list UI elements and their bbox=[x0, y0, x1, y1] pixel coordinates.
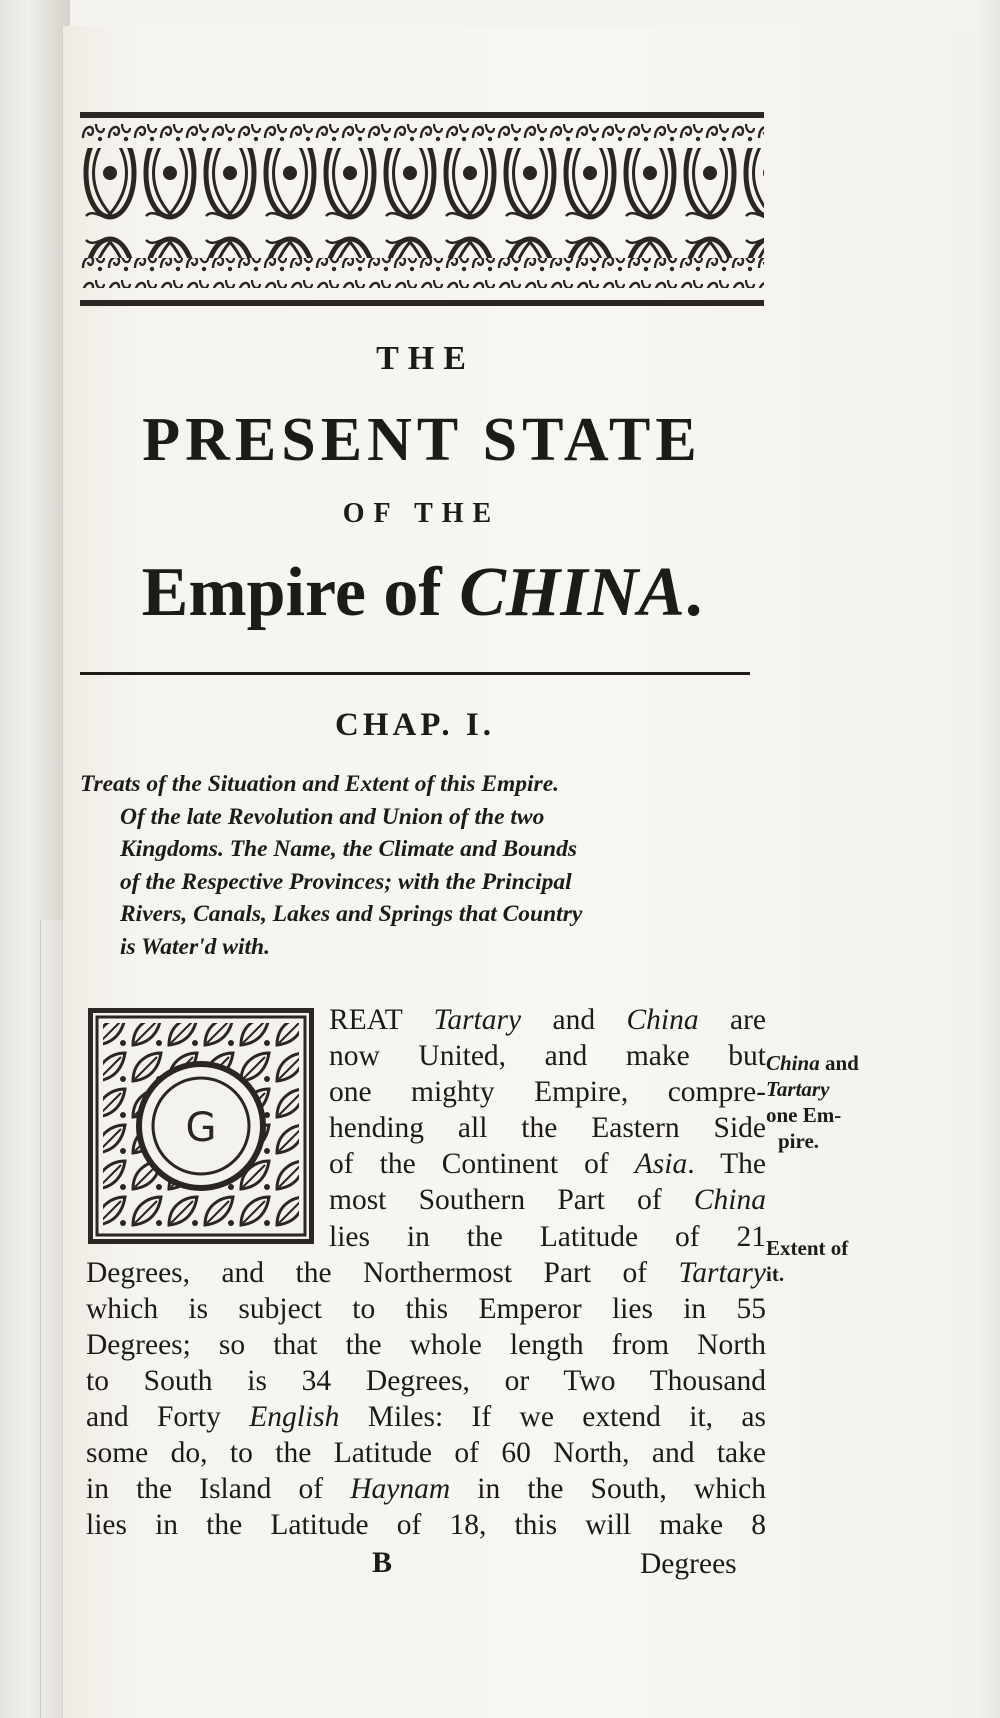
chapter-heading: CHAP. I. bbox=[334, 707, 496, 743]
body-line: Degrees; so that the whole length from North bbox=[86, 1328, 766, 1361]
title-china: CHINA bbox=[459, 554, 685, 631]
body-line: REAT Tartary and China are bbox=[329, 1004, 767, 1036]
page-right-edge bbox=[976, 0, 1000, 1718]
body-line: and Forty English Miles: If we extend it, as bbox=[86, 1401, 766, 1434]
title-rule-divider bbox=[80, 672, 750, 675]
title-of-the: OF THE bbox=[342, 498, 501, 529]
chapter-summary bbox=[80, 768, 760, 964]
body-line: Degrees, and the Northermost Part of Tartary bbox=[86, 1256, 766, 1289]
catchword: Degrees bbox=[640, 1548, 737, 1580]
sidenote-china-tartary: China and Tartary one Em- pire. bbox=[766, 1051, 859, 1153]
body-line: now United, and make but bbox=[329, 1040, 766, 1073]
title-present-state: PRESENT STATE bbox=[142, 406, 702, 474]
summary-line: Rivers, Canals, Lakes and Springs that Country bbox=[120, 901, 583, 928]
body-line: to South is 34 Degrees, or Two Thousand bbox=[86, 1364, 766, 1397]
summary-line: of the Respective Provinces; with the Principal bbox=[120, 868, 572, 895]
body-line: most Southern Part of China bbox=[329, 1184, 766, 1217]
title-period: . bbox=[684, 554, 703, 631]
sidenote-extent: Extent of it. bbox=[766, 1236, 849, 1286]
body-line: one mighty Empire, compre- bbox=[329, 1076, 766, 1109]
body-line: some do, to the Latitude of 60 North, and take bbox=[86, 1437, 766, 1470]
summary-line: Of the late Revolution and Union of the two bbox=[120, 803, 545, 830]
summary-line: is Water'd with. bbox=[120, 933, 270, 960]
ornamental-headpiece bbox=[80, 112, 764, 306]
body-line: lies in the Latitude of 18, this will make 8 bbox=[86, 1509, 766, 1542]
ornament-pattern-icon bbox=[80, 118, 764, 288]
body-text bbox=[86, 1002, 766, 1543]
initial-letter: G bbox=[185, 1105, 217, 1151]
signature-mark: B bbox=[372, 1546, 393, 1579]
title-the: THE bbox=[376, 340, 475, 377]
summary-line: Kingdoms. The Name, the Climate and Bounds bbox=[120, 836, 578, 863]
body-line: of the Continent of Asia. The bbox=[329, 1148, 766, 1181]
summary-line: Treats of the Situation and Extent of this Empire. bbox=[80, 771, 559, 797]
body-line: hending all the Eastern Side bbox=[329, 1112, 766, 1145]
title-empire-of-china bbox=[80, 553, 764, 633]
title-empire-of: Empire of bbox=[141, 554, 460, 631]
body-line: which is subject to this Emperor lies in 55 bbox=[86, 1292, 766, 1325]
body-line: lies in the Latitude of 21 bbox=[329, 1220, 766, 1253]
body-line: in the Island of Haynam in the South, which bbox=[86, 1473, 767, 1506]
